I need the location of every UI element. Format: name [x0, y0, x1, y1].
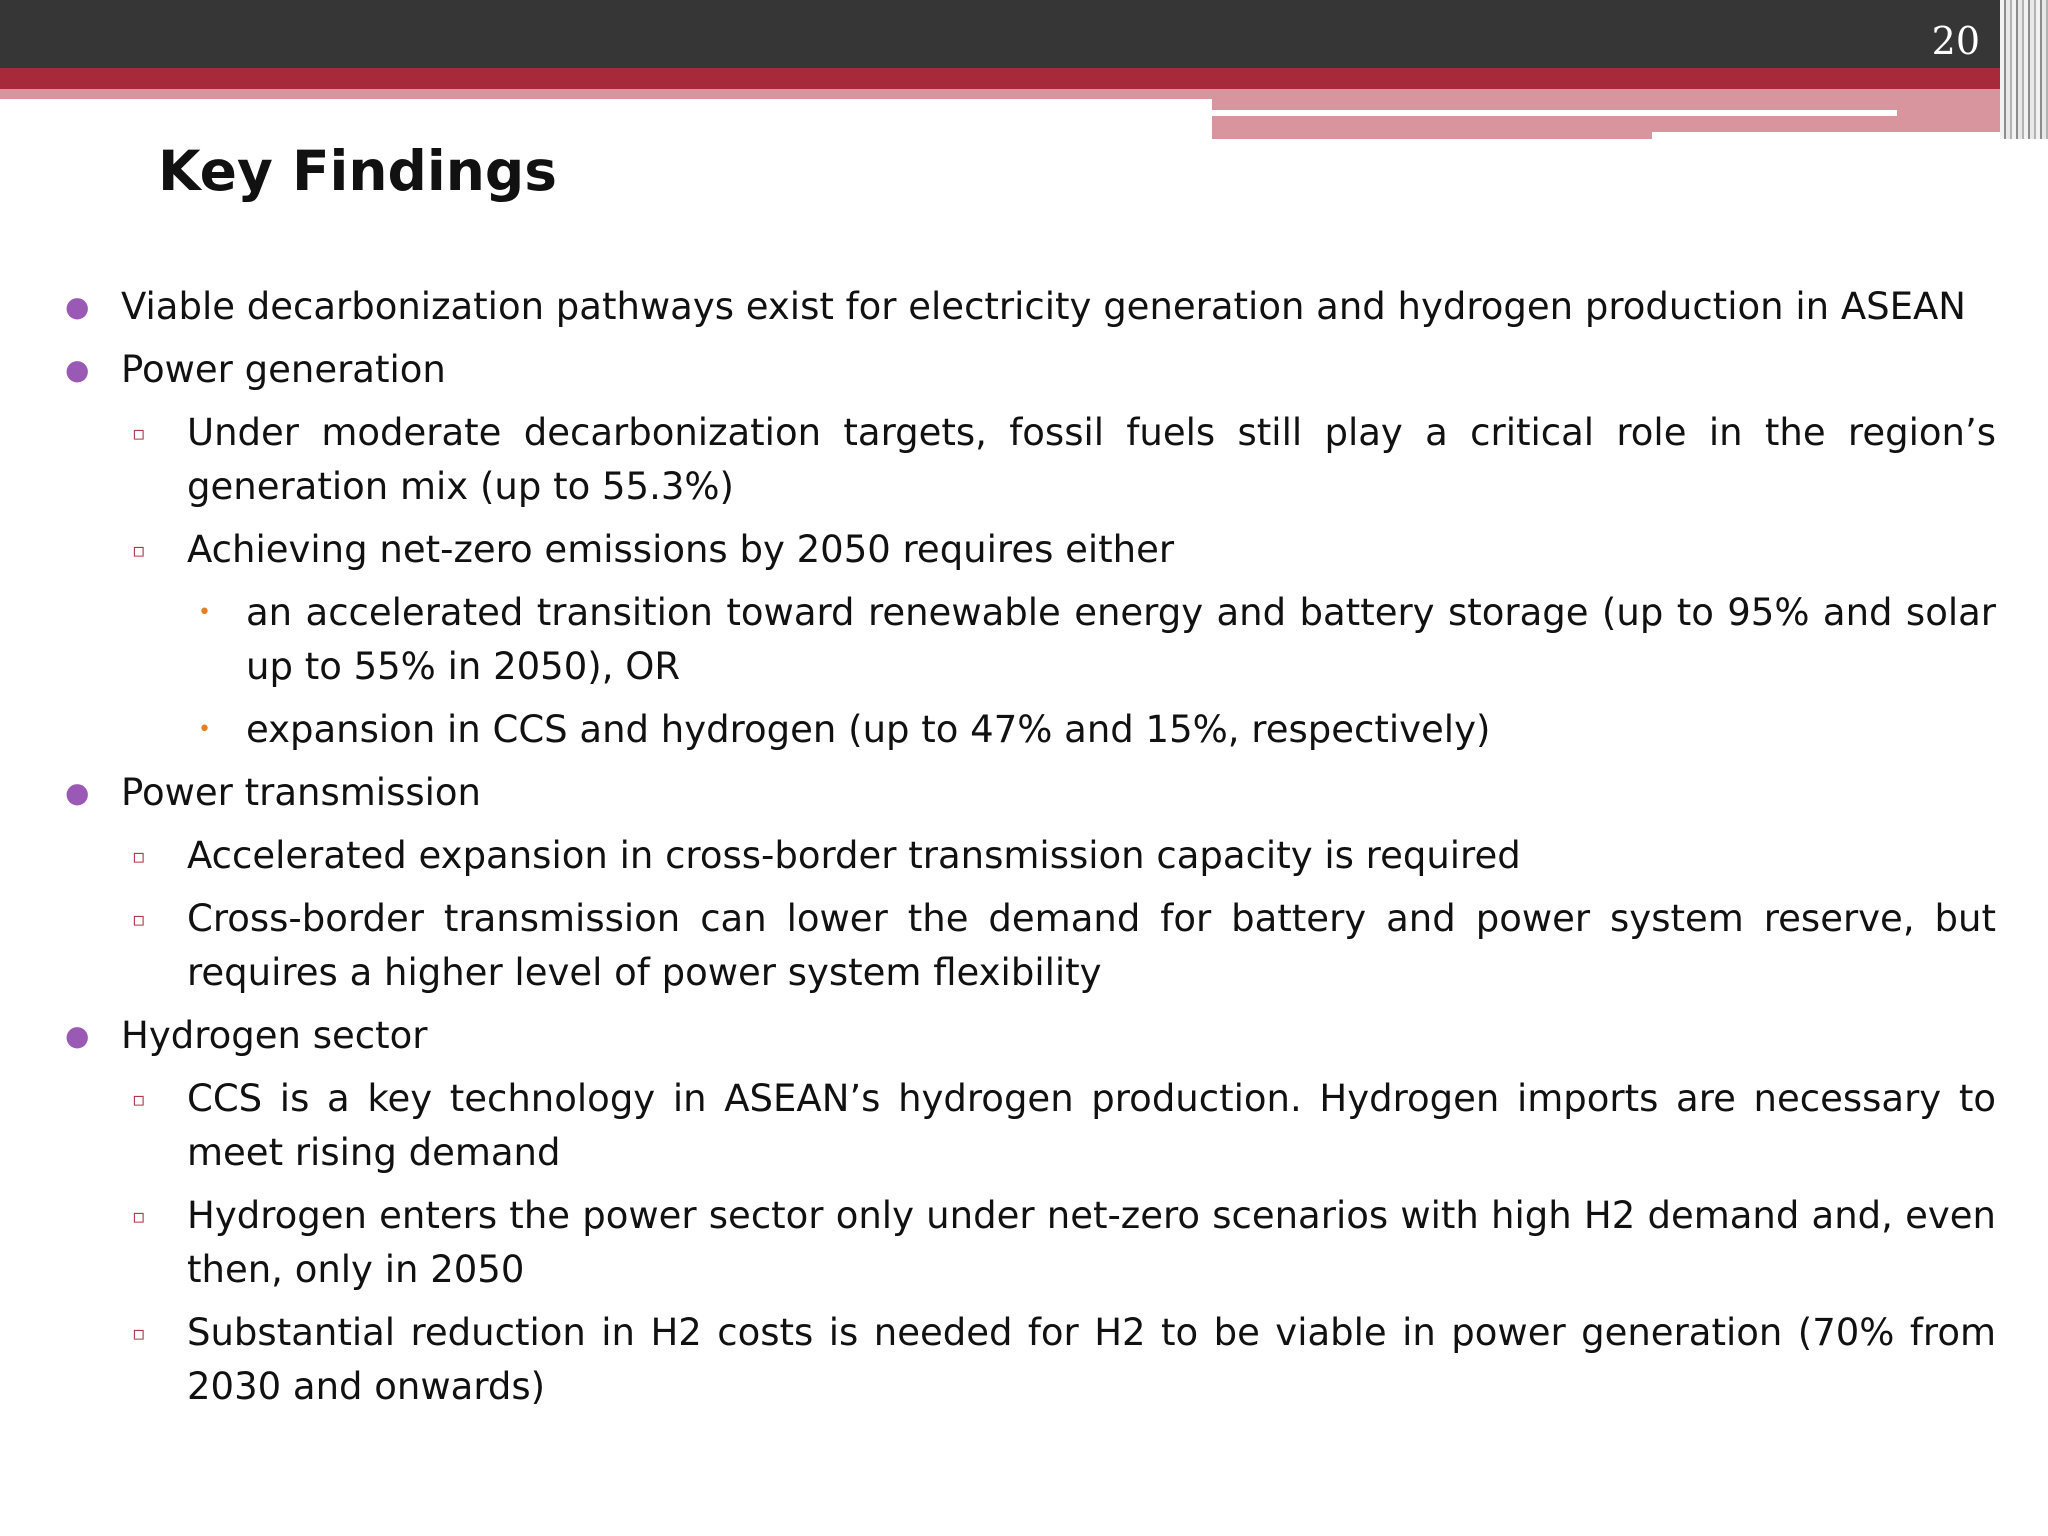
bullet-dot-icon: ●	[65, 1019, 90, 1052]
bullet-text: Hydrogen sector	[121, 1014, 428, 1057]
header-dark-band	[0, 0, 2048, 68]
square-bullet-icon: ▫	[132, 1321, 146, 1345]
header-pink-strip	[0, 89, 1212, 99]
small-dot-icon: •	[198, 717, 211, 742]
bullet-item	[65, 343, 2001, 397]
slide-title: Key Findings	[158, 139, 558, 203]
bullet-text: Viable decarbonization pathways exist for electricity generation and hydrogen production in ASEAN	[121, 285, 1966, 328]
bullet-dot-icon: ●	[65, 776, 90, 809]
square-bullet-icon: ▫	[132, 907, 146, 931]
bullet-text: Achieving net-zero emissions by 2050 requires either	[187, 528, 1175, 571]
bullet-text: Hydrogen enters the power sector only under net-zero scenarios with high H2 demand and, even then, only in 2050	[187, 1194, 1996, 1291]
header-white-line	[1212, 110, 1897, 116]
header-decorative-bars	[2000, 0, 2048, 139]
slide-number: 20	[1931, 19, 1980, 63]
sub-bullet-item	[132, 1306, 1996, 1414]
square-bullet-icon: ▫	[132, 421, 146, 445]
bullet-text: an accelerated transition toward renewable energy and battery storage (up to 95% and solar up to 55% in 2050), OR	[246, 591, 1996, 688]
bullet-text: expansion in CCS and hydrogen (up to 47% and 15%, respectively)	[246, 708, 1491, 751]
bullet-item	[65, 766, 2001, 820]
header-white-line-lower	[1652, 132, 2007, 139]
bullet-text: Power transmission	[121, 771, 481, 814]
bullet-dot-icon: ●	[65, 290, 90, 323]
sub-bullet-item	[132, 406, 1996, 514]
bullet-item	[65, 1009, 2001, 1063]
bullet-text: CCS is a key technology in ASEAN’s hydrogen production. Hydrogen imports are necessary to meet rising demand	[187, 1077, 1996, 1174]
sub-bullet-item	[132, 1072, 1996, 1180]
bullet-text: Substantial reduction in H2 costs is needed for H2 to be viable in power generation (70% from 2030 and onwards)	[187, 1311, 1996, 1408]
header-red-band	[0, 68, 2048, 89]
sub-bullet-item	[132, 1189, 1996, 1297]
small-dot-icon: •	[198, 600, 211, 625]
bullet-text: Cross-border transmission can lower the demand for battery and power system reserve, but requires a higher level of power system flexibility	[187, 897, 1996, 994]
bullet-text: Power generation	[121, 348, 446, 391]
square-bullet-icon: ▫	[132, 538, 146, 562]
sub-bullet-item	[132, 523, 1996, 577]
sub-bullet-item	[132, 892, 1996, 1000]
bullet-text: Accelerated expansion in cross-border transmission capacity is required	[187, 834, 1521, 877]
sub-sub-bullet-item	[198, 703, 1996, 757]
square-bullet-icon: ▫	[132, 1087, 146, 1111]
bullet-dot-icon: ●	[65, 353, 90, 386]
bullet-list	[0, 280, 2048, 1423]
sub-bullet-item	[132, 829, 1996, 883]
bullet-item	[65, 280, 2001, 334]
square-bullet-icon: ▫	[132, 1204, 146, 1228]
bullet-text: Under moderate decarbonization targets, fossil fuels still play a critical role in the region’s generation mix (up to 55.3%)	[187, 411, 1996, 508]
square-bullet-icon: ▫	[132, 844, 146, 868]
sub-sub-bullet-item	[198, 586, 1996, 694]
